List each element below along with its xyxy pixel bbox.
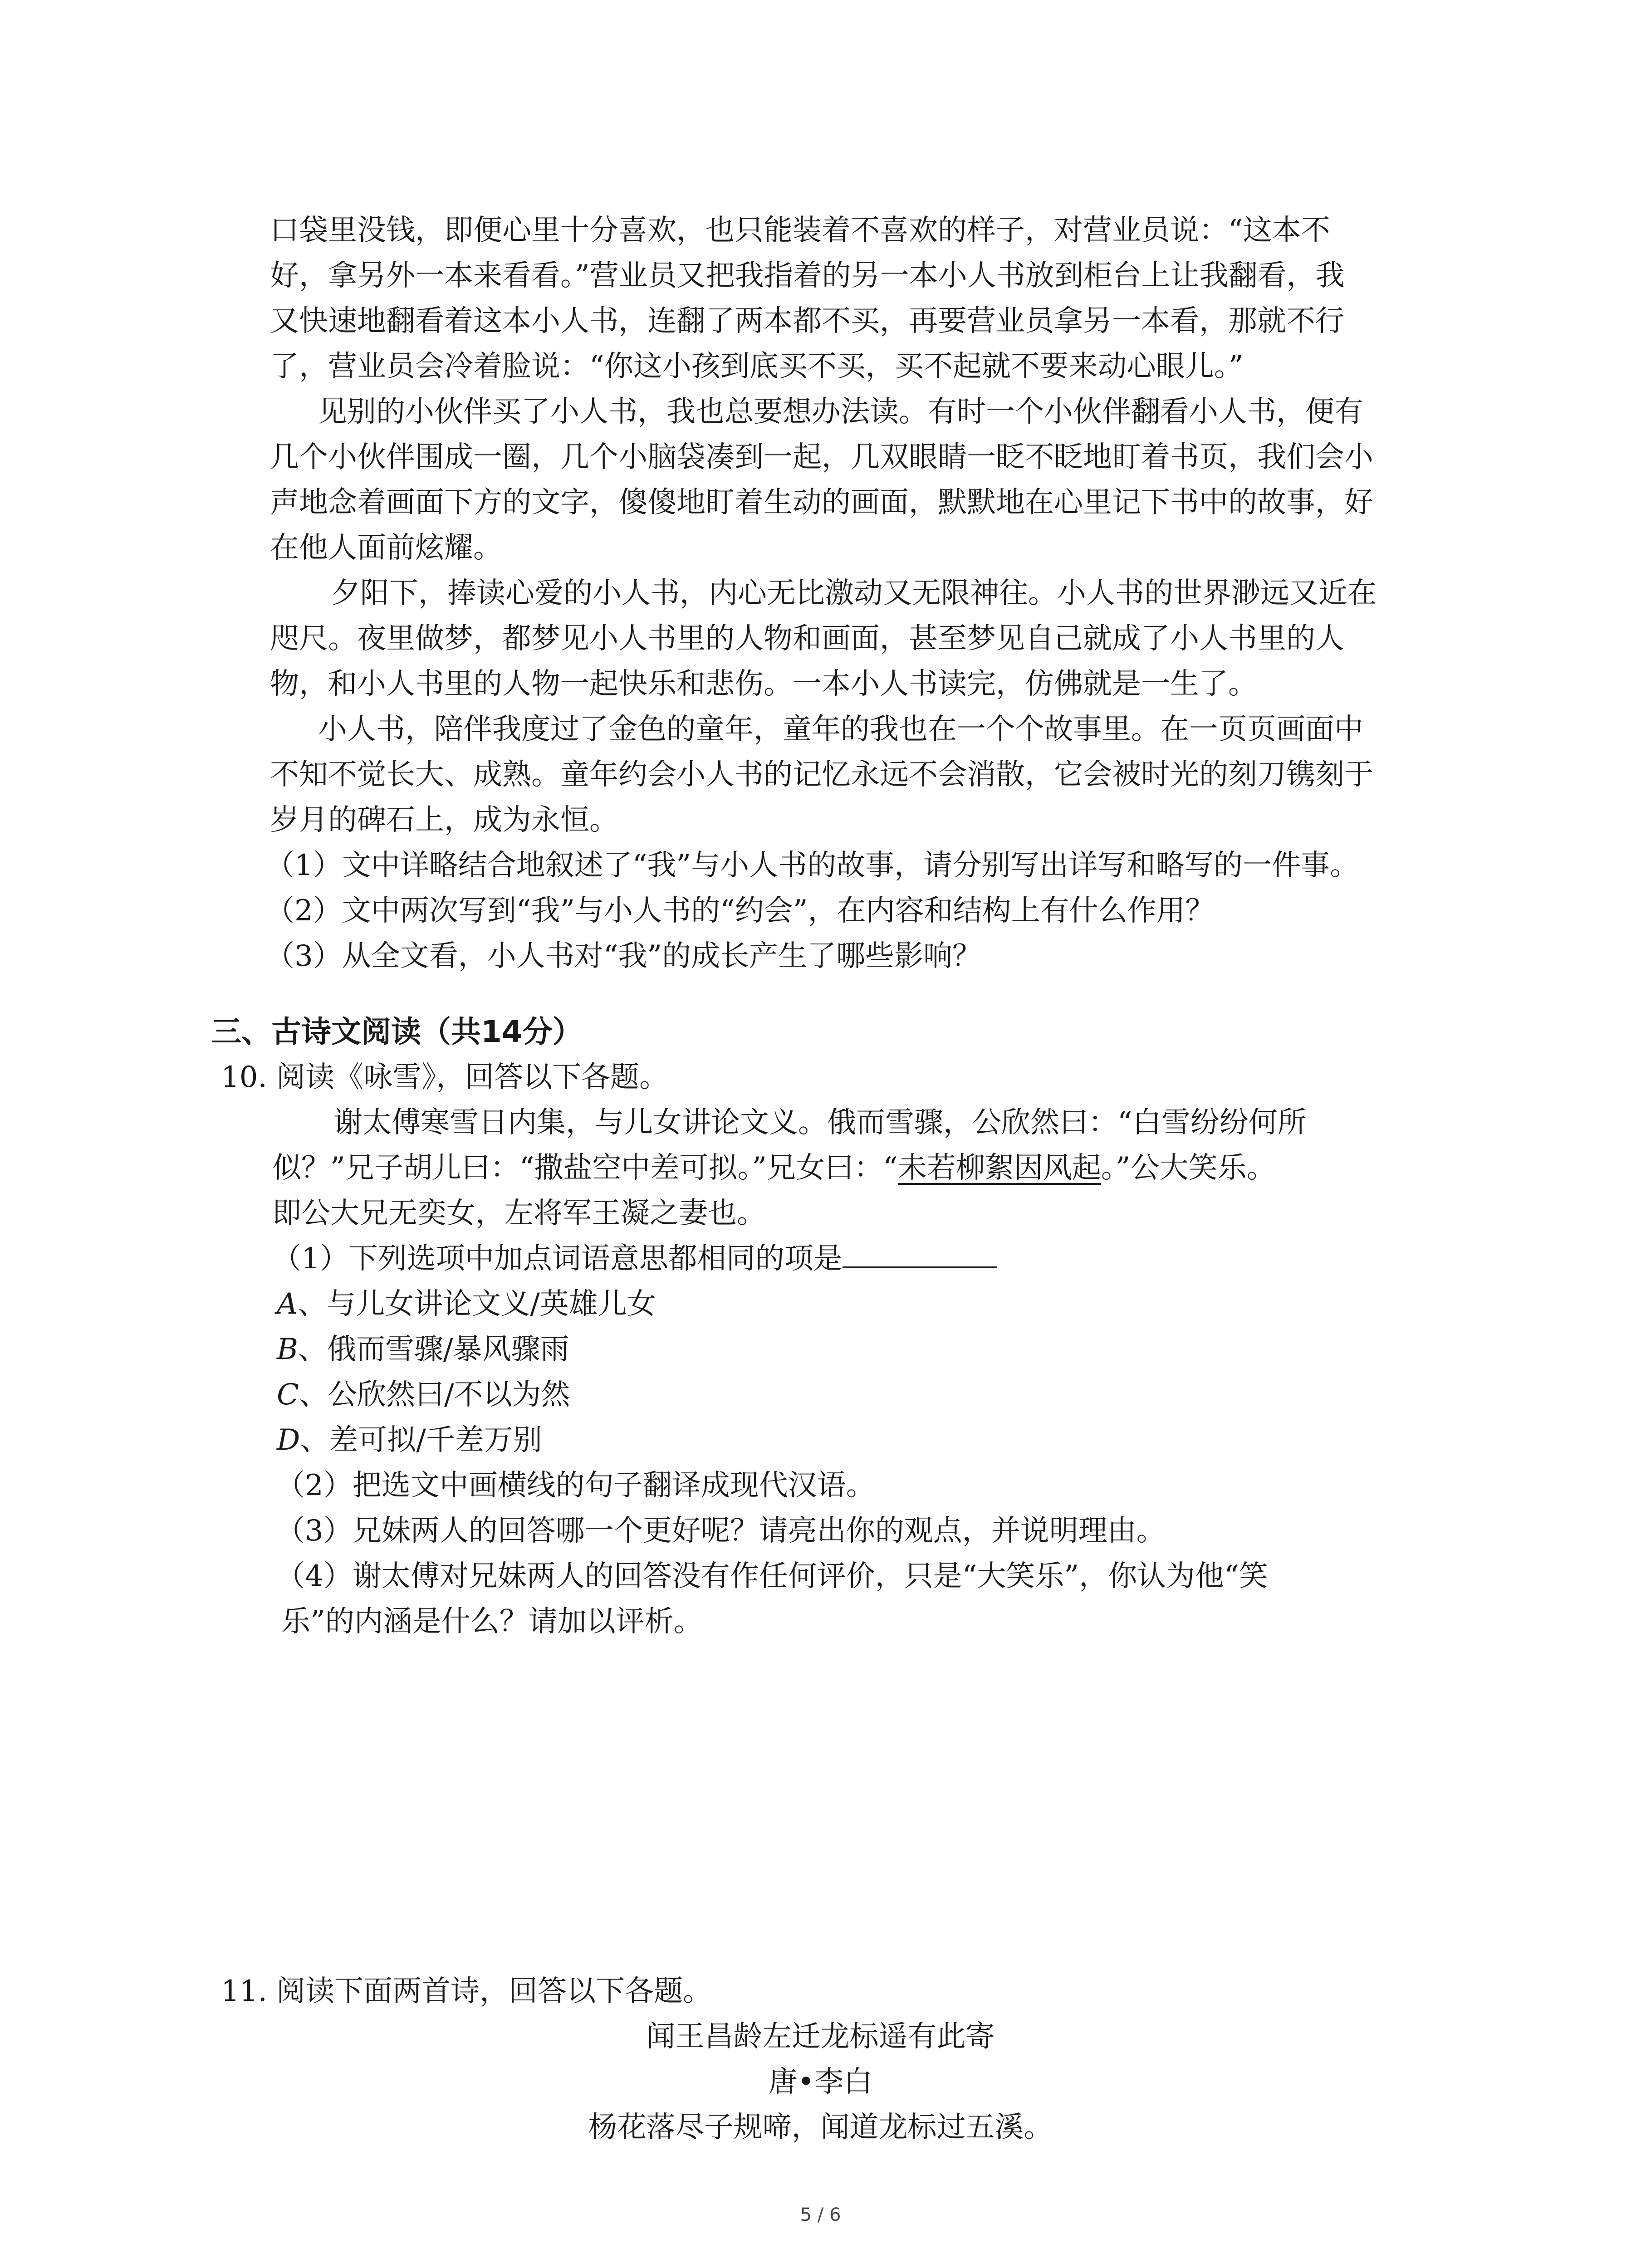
text-line: 见别的小伙伴买了小人书，我也总要想办法读。有时一个小伙伴翻看小人书，便有	[318, 395, 1363, 429]
underlined-sentence: 未若柳絮因风起	[897, 1151, 1101, 1185]
text-line: 声地念着画面下方的文字，傻傻地盯着生动的画面，默默地在心里记下书中的故事，好	[270, 486, 1373, 519]
question-11-stem: 11. 阅读下面两首诗，回答以下各题。	[221, 1975, 712, 2008]
option-a	[277, 1281, 656, 1327]
q10-sub-1	[272, 1236, 997, 1281]
option-letter: D	[277, 1423, 300, 1457]
option-text: 、与儿女讲论文义/英雄儿女	[298, 1287, 656, 1321]
option-text: 、差可拟/千差万别	[300, 1423, 542, 1457]
option-letter: C	[277, 1378, 299, 1412]
q10-sub-3: （3）兄妹两人的回答哪一个更好呢？请亮出你的观点，并说明理由。	[276, 1514, 1166, 1548]
answer-blank[interactable]	[843, 1239, 997, 1268]
q10-sub-2: （2）把选文中画横线的句子翻译成现代汉语。	[276, 1469, 875, 1502]
poem-title: 闻王昌龄左迁龙标遥有此寄	[646, 2020, 995, 2053]
option-b	[277, 1327, 569, 1372]
passage-line-3: 即公大兄无奕女，左将军王凝之妻也。	[272, 1197, 766, 1230]
option-text: 、公欣然曰/不以为然	[299, 1378, 570, 1412]
text-line: 口袋里没钱，即便心里十分喜欢，也只能装着不喜欢的样子，对营业员说：“这本不	[270, 214, 1330, 247]
q10-sub-4-line-1: （4）谢太傅对兄妹两人的回答没有作任何评价，只是“大笑乐”，你认为他“笑	[276, 1559, 1268, 1593]
story-paragraph-3	[270, 571, 1413, 707]
poem-author: 唐•李白	[768, 2065, 873, 2099]
text-line: 不知不觉长大、成熟。童年约会小人书的记忆永远不会消散，它会被时光的刻刀镌刻于	[270, 758, 1373, 792]
passage-line-2-start: 似？”兄子胡儿曰：“撒盐空中差可拟。”兄女曰：“	[272, 1151, 898, 1185]
passage-line-2	[272, 1145, 1276, 1191]
story-question-1: （1）文中详略结合地叙述了“我”与小人书的故事，请分别写出详写和略写的一件事。	[265, 849, 1359, 882]
story-question-3: （3）从全文看，小人书对“我”的成长产生了哪些影响？	[265, 939, 982, 973]
passage-line-1: 谢太傅寒雪日内集，与儿女讲论文义。俄而雪骤，公欣然曰：“白雪纷纷何所	[333, 1106, 1307, 1139]
story-paragraph-2	[270, 389, 1413, 571]
option-c	[277, 1372, 570, 1418]
text-line: 好，拿另外一本来看看。”营业员又把我指着的另一本小人书放到柜台上让我翻看，我	[270, 259, 1345, 293]
option-text: 、俄而雪骤/暴风骤雨	[298, 1333, 569, 1366]
q10-sub-4-line-2: 乐”的内涵是什么？请加以评析。	[281, 1605, 703, 1638]
text-line: 在他人面前炫耀。	[270, 531, 502, 565]
passage-line-2-end: 。”公大笑乐。	[1101, 1151, 1276, 1185]
option-letter: A	[277, 1287, 298, 1321]
poem-line-1: 杨花落尽子规啼，闻道龙标过五溪。	[588, 2111, 1053, 2144]
text-line: 小人书，陪伴我度过了金色的童年，童年的我也在一个个故事里。在一页页画面中	[318, 713, 1363, 746]
option-d	[277, 1418, 542, 1463]
page-number: 5 / 6	[800, 2204, 841, 2225]
text-line: 咫尺。夜里做梦，都梦见小人书里的人物和画面，甚至梦见自己就成了小人书里的人	[270, 622, 1344, 655]
text-line: 物，和小人书里的人物一起快乐和悲伤。一本小人书读完，仿佛就是一生了。	[270, 667, 1257, 701]
text-line: 岁月的碑石上，成为永恒。	[270, 803, 618, 837]
story-paragraph-1	[270, 208, 1413, 389]
section-heading: 三、古诗文阅读（共14分）	[211, 1014, 583, 1049]
text-line: 夕阳下，捧读心爱的小人书，内心无比激动又无限神往。小人书的世界渺远又近在	[331, 577, 1376, 610]
story-question-2: （2）文中两次写到“我”与小人书的“约会”，在内容和结构上有什么作用？	[265, 894, 1215, 928]
text-line: 又快速地翻看着这本小人书，连翻了两本都不买，再要营业员拿另一本看，那就不行	[270, 304, 1344, 338]
sub-1-text: （1）下列选项中加点词语意思都相同的项是	[272, 1242, 843, 1276]
question-10-stem: 10. 阅读《咏雪》，回答以下各题。	[221, 1061, 669, 1094]
option-letter: B	[277, 1333, 299, 1366]
text-line: 几个小伙伴围成一圈，几个小脑袋凑到一起，几双眼睛一眨不眨地盯着书页，我们会小	[270, 440, 1373, 474]
text-line: 了，营业员会冷着脸说：“你这小孩到底买不买，买不起就不要来动心眼儿。”	[270, 350, 1244, 383]
story-paragraph-4	[270, 707, 1413, 843]
